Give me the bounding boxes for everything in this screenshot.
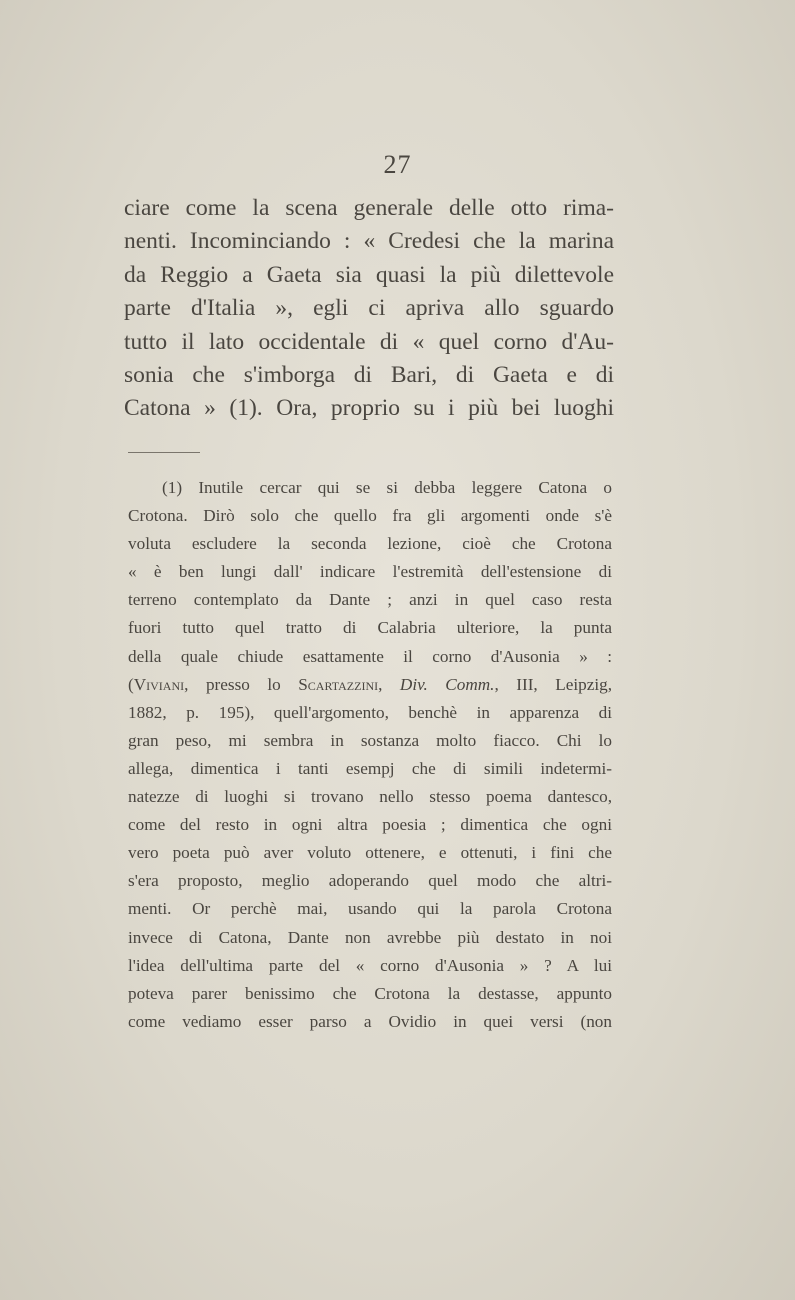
footnote-citation-line — [128, 671, 612, 699]
citation-author: Viviani — [133, 674, 185, 694]
page-number: 27 — [383, 150, 412, 179]
citation-open: ( — [128, 674, 134, 694]
body-line: da Reggio a Gaeta sia quasi la più dilettevole — [124, 261, 614, 288]
footnote-line: l'idea dell'ultima parte del « corno d'Ausonia » ? A lui — [128, 955, 612, 975]
citation-work: Div. Comm. — [399, 674, 495, 694]
footnote-line: natezze di luoghi si trovano nello stesso poema dantesco, — [128, 787, 612, 807]
footnote-line: menti. Or perchè mai, usando qui la parola Crotona — [128, 899, 612, 919]
footnote-line: « è ben lungi dall' indicare l'estremità dell'estensione di — [128, 562, 612, 582]
footnote-line: della quale chiude esattamente il corno d'Ausonia » : — [128, 646, 612, 666]
footnote-line: allega, dimentica i tanti esempj che di simili indetermi- — [128, 758, 612, 778]
footnote-line: Crotona. Dirò solo che quello fra gli argomenti onde s'è — [128, 506, 612, 526]
footnote-line: fuori tutto quel tratto di Calabria ulteriore, la punta — [128, 618, 612, 638]
footnote-line: poteva parer benissimo che Crotona la destasse, appunto — [128, 983, 612, 1003]
body-line: nenti. Incominciando : « Credesi che la marina — [124, 228, 614, 255]
body-line: Catona » (1). Ora, proprio su i più bei luoghi — [124, 395, 614, 422]
citation-editor: Scartazzini — [298, 674, 379, 694]
body-line: tutto il lato occidentale di « quel corno d'Au- — [124, 328, 614, 355]
footnote-line: gran peso, mi sembra in sostanza molto fiacco. Chi lo — [128, 730, 612, 750]
footnote-line: s'era proposto, meglio adoperando quel modo che altri- — [128, 871, 612, 891]
body-line: sonia che s'imborga di Bari, di Gaeta e di — [124, 362, 614, 389]
footnote-line: come del resto in ogni altra poesia ; dimentica che ogni — [128, 815, 612, 835]
body-text — [124, 192, 614, 426]
footnote-line: vero poeta può aver voluto ottenere, e ottenuti, i fini che — [128, 843, 612, 863]
body-line: parte d'Italia », egli ci apriva allo sguardo — [124, 295, 614, 322]
citation-mid: , presso lo — [184, 674, 299, 694]
body-line: ciare come la scena generale delle otto rima- — [124, 195, 614, 221]
footnote-line: voluta escludere la seconda lezione, cioè che Crotona — [128, 534, 612, 554]
footnote-line: terreno contemplato da Dante ; anzi in quel caso resta — [128, 590, 612, 610]
footnote — [128, 474, 612, 1036]
footnote-line: invece di Catona, Dante non avrebbe più destato in noi — [128, 927, 612, 947]
footnote-line: 1882, p. 195), quell'argomento, benchè in apparenza di — [128, 702, 612, 722]
footnote-separator — [128, 452, 200, 453]
footnote-line: come vediamo esser parso a Ovidio in quei versi (non — [128, 1011, 612, 1031]
citation-rest: , III, Leipzig, — [494, 674, 613, 694]
citation-sep: , — [378, 674, 400, 694]
footnote-line: (1) Inutile cercar qui se si debba leggere Catona o — [162, 478, 612, 497]
